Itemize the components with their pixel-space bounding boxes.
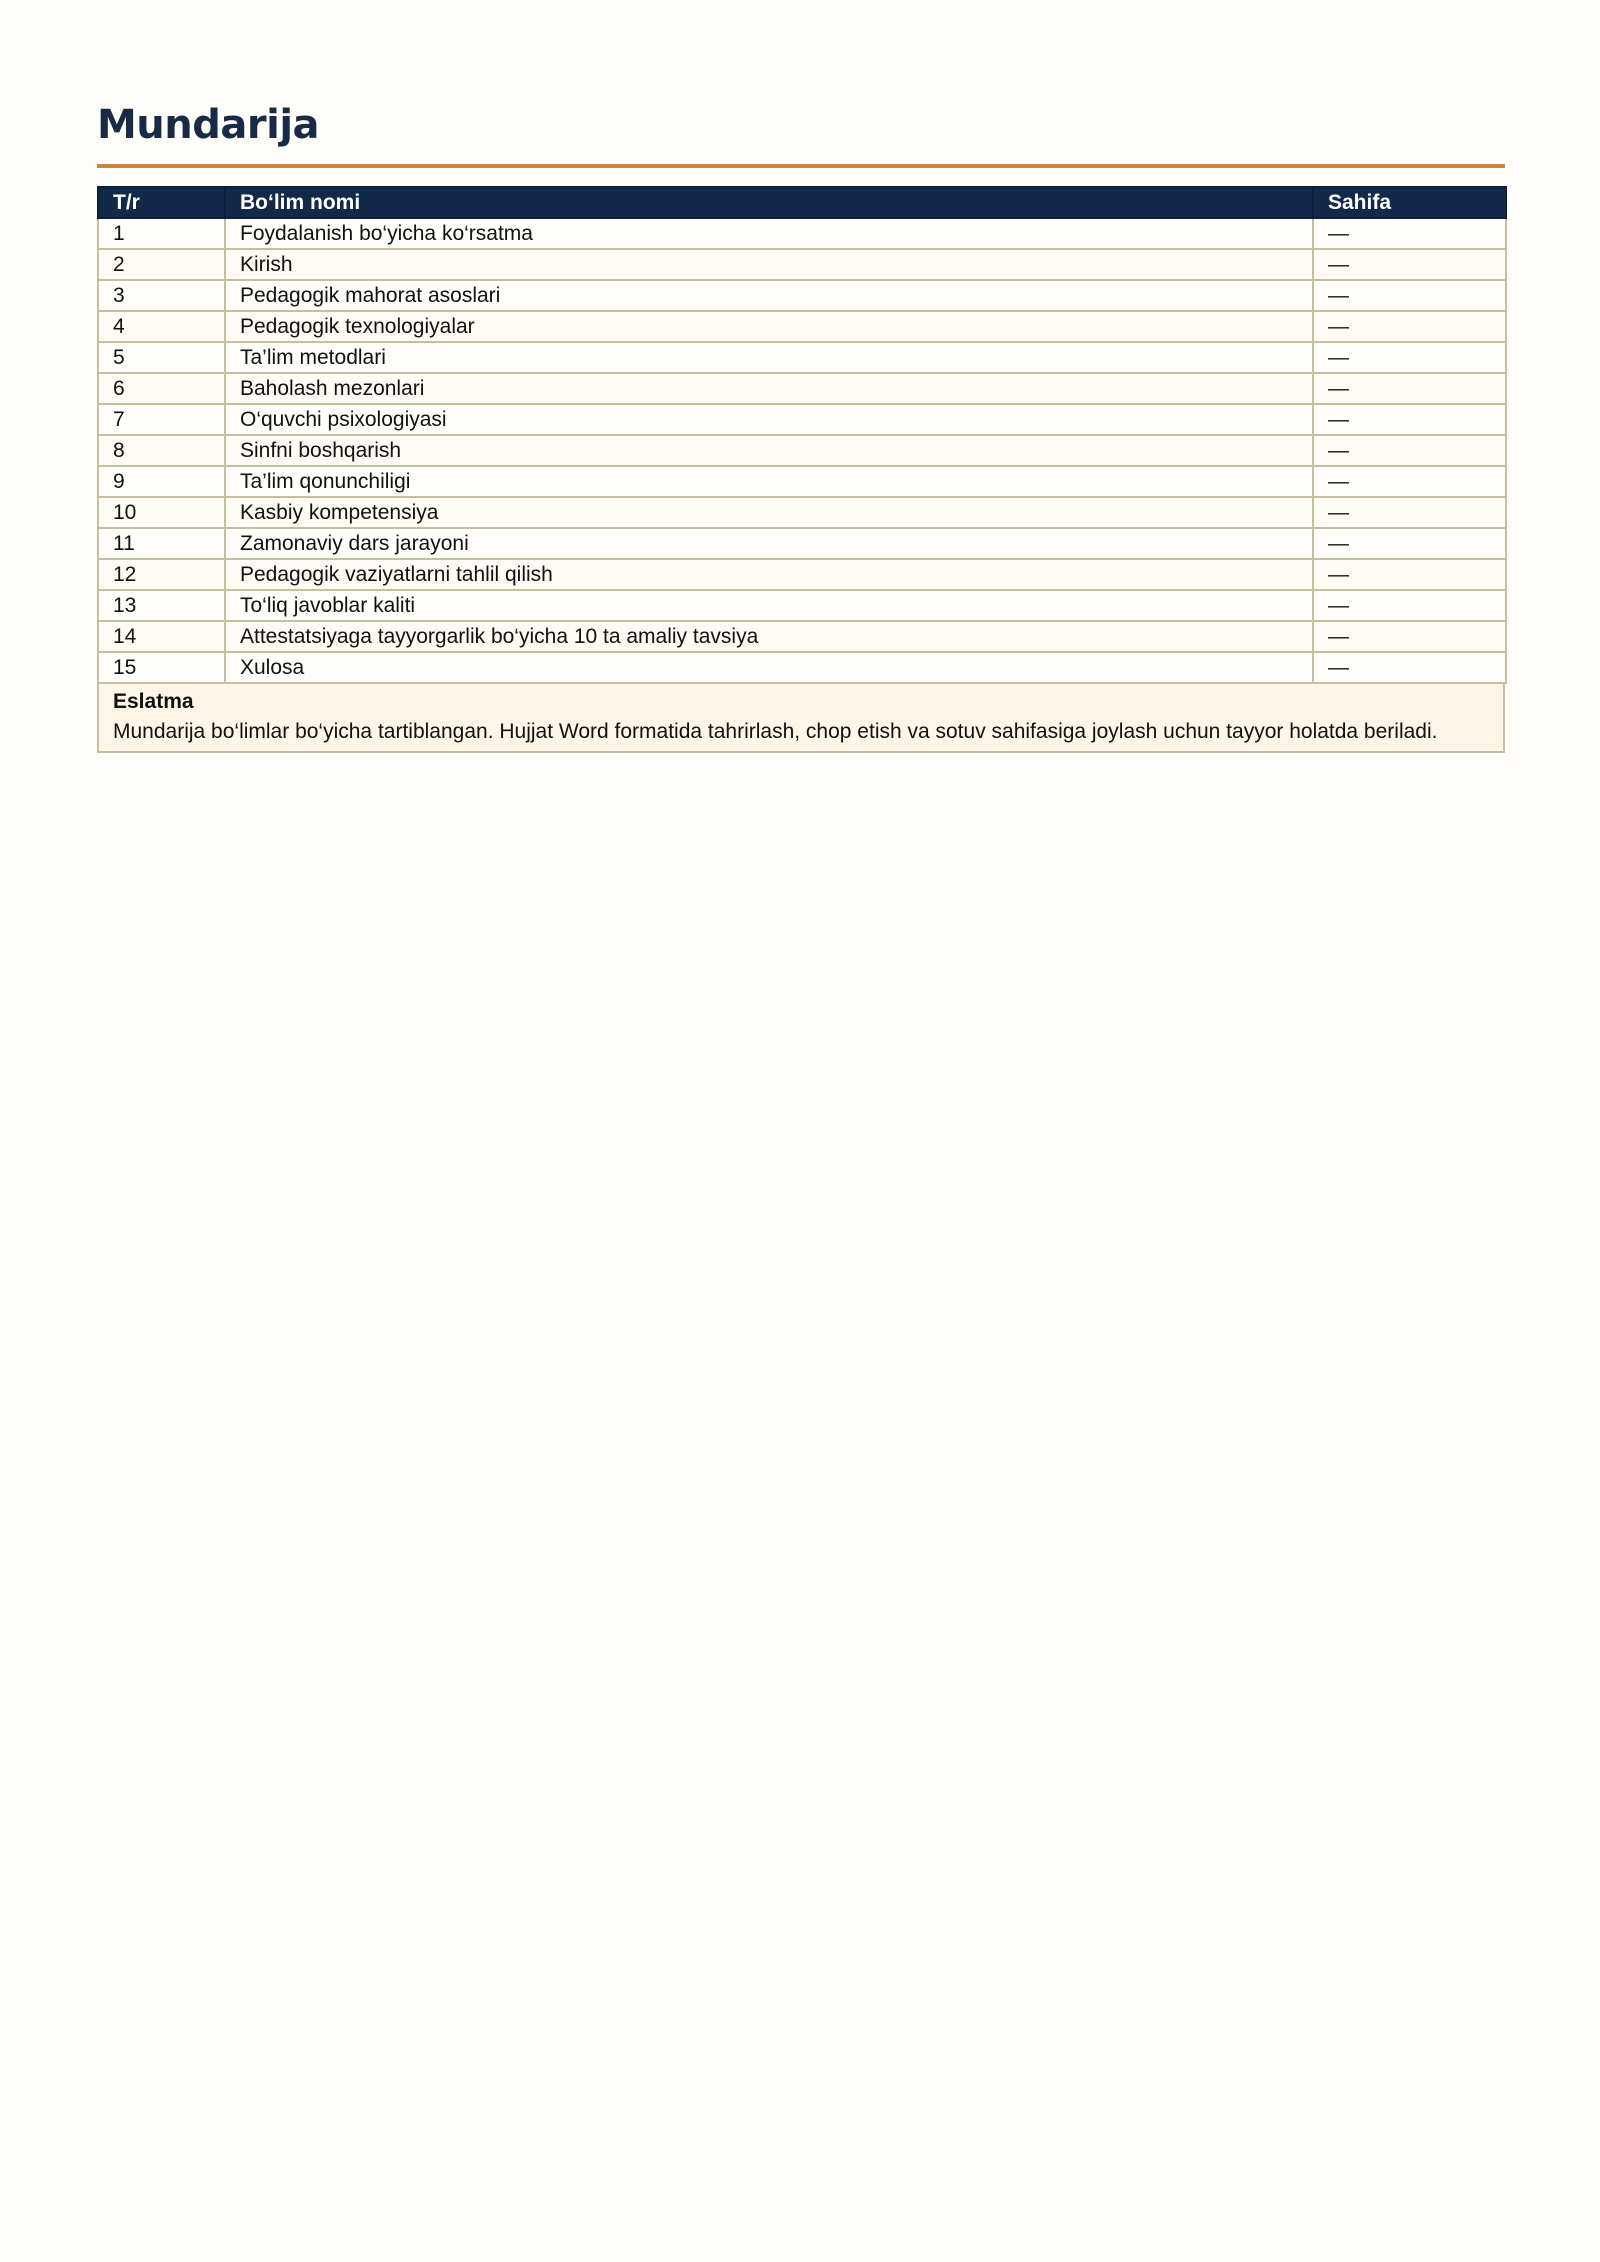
page-number: —	[1313, 559, 1506, 590]
page-number: —	[1313, 342, 1506, 373]
row-number: 1	[98, 218, 225, 249]
section-name: Sinfni boshqarish	[225, 435, 1313, 466]
row-number: 7	[98, 404, 225, 435]
row-number: 5	[98, 342, 225, 373]
page-number: —	[1313, 590, 1506, 621]
page-number: —	[1313, 621, 1506, 652]
table-row	[98, 249, 1506, 280]
note-title: Eslatma	[113, 690, 194, 713]
row-number: 3	[98, 280, 225, 311]
column-header-number: T/r	[98, 187, 225, 218]
section-name: Pedagogik texnologiyalar	[225, 311, 1313, 342]
table-row	[98, 342, 1506, 373]
section-name: Attestatsiyaga tayyorgarlik bo‘yicha 10 ta amaliy tavsiya	[225, 621, 1313, 652]
table-row	[98, 280, 1506, 311]
table-row	[98, 590, 1506, 621]
page-number: —	[1313, 466, 1506, 497]
section-name: Pedagogik vaziyatlarni tahlil qilish	[225, 559, 1313, 590]
table-row	[98, 621, 1506, 652]
row-number: 9	[98, 466, 225, 497]
table-row	[98, 311, 1506, 342]
page-number: —	[1313, 218, 1506, 249]
table-row	[98, 652, 1506, 683]
page-number: —	[1313, 497, 1506, 528]
section-name: O‘quvchi psixologiyasi	[225, 404, 1313, 435]
row-number: 4	[98, 311, 225, 342]
column-header-section: Bo‘lim nomi	[225, 187, 1313, 218]
page-title: Mundarija	[97, 102, 320, 148]
row-number: 10	[98, 497, 225, 528]
page-number: —	[1313, 280, 1506, 311]
page-number: —	[1313, 435, 1506, 466]
table-row	[98, 435, 1506, 466]
section-name: Zamonaviy dars jarayoni	[225, 528, 1313, 559]
table-header-row	[98, 187, 1506, 218]
contents-table	[97, 186, 1507, 684]
contents-table-body	[98, 218, 1506, 683]
table-row	[98, 404, 1506, 435]
page-number: —	[1313, 404, 1506, 435]
table-row	[98, 497, 1506, 528]
row-number: 15	[98, 652, 225, 683]
note-box	[97, 684, 1505, 753]
note-text: Mundarija bo‘limlar bo‘yicha tartiblangan. Hujjat Word formatida tahrirlash, chop etish va sotuv sahifasiga joylash uchun tayyor holatda beriladi.	[113, 720, 1438, 743]
section-name: Pedagogik mahorat asoslari	[225, 280, 1313, 311]
column-header-page: Sahifa	[1313, 187, 1506, 218]
row-number: 12	[98, 559, 225, 590]
section-name: Kasbiy kompetensiya	[225, 497, 1313, 528]
row-number: 2	[98, 249, 225, 280]
page-number: —	[1313, 311, 1506, 342]
section-name: Ta’lim metodlari	[225, 342, 1313, 373]
section-name: Ta’lim qonunchiligi	[225, 466, 1313, 497]
table-row	[98, 373, 1506, 404]
row-number: 14	[98, 621, 225, 652]
table-row	[98, 528, 1506, 559]
section-name: Xulosa	[225, 652, 1313, 683]
row-number: 11	[98, 528, 225, 559]
document-page	[97, 100, 1505, 753]
page-number: —	[1313, 528, 1506, 559]
table-row	[98, 466, 1506, 497]
page-number: —	[1313, 249, 1506, 280]
row-number: 13	[98, 590, 225, 621]
page-number: —	[1313, 373, 1506, 404]
section-name: To‘liq javoblar kaliti	[225, 590, 1313, 621]
table-row	[98, 559, 1506, 590]
section-name: Baholash mezonlari	[225, 373, 1313, 404]
title-divider	[97, 164, 1505, 168]
table-row	[98, 218, 1506, 249]
section-name: Kirish	[225, 249, 1313, 280]
row-number: 8	[98, 435, 225, 466]
section-name: Foydalanish bo‘yicha ko‘rsatma	[225, 218, 1313, 249]
page-number: —	[1313, 652, 1506, 683]
row-number: 6	[98, 373, 225, 404]
